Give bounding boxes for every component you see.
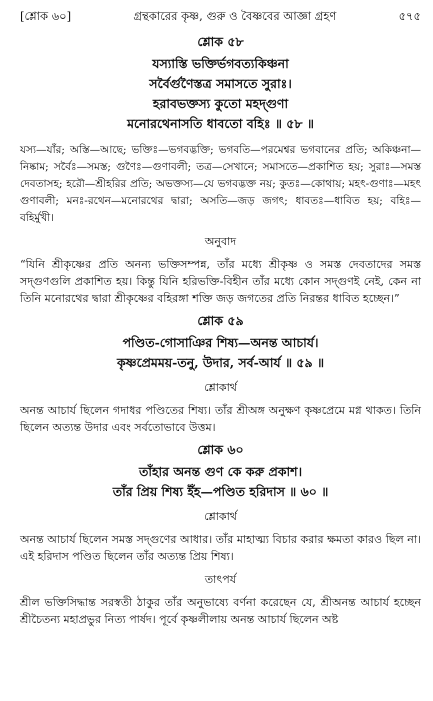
verse-59-text: [20, 333, 421, 373]
verse-line: যস্যাস্তি ভক্তির্ভগবত্যকিঞ্চনা: [152, 56, 289, 71]
verse-58-translation: “যিনি শ্রীকৃষ্ণের প্রতি অনন্য ভক্তিসম্পন্ন, তাঁর মধ্যে শ্রীকৃষ্ণ ও সমস্ত দেবতাদের সমস্ত সদ্গুণগুলি প্রকাশিত হয়। কিন্তু যিনি হরিভক্তি-বিহীন তাঁর মধ্যে কোন সদ্গুণই নেই, কেন না তিনি মনোরথের দ্বারা শ্রীকৃষ্ণের বহিরঙ্গা শক্তি জড় জগতের প্রতি নিরন্তর ধাবিত হচ্ছেন।”: [20, 258, 421, 305]
verse-60-purport: শ্রীল ভক্তিসিদ্ধান্ত সরস্বতী ঠাকুর তাঁর অনুভাষ্যে বর্ণনা করেছেন যে, শ্রীঅনন্ত আচার্য হচ্ছেন শ্রীচৈতন্য মহাপ্রভুর নিত্য পার্ষদ। পূর্বে কৃষ্ণলীলায় অনন্ত আচার্য ছিলেন অষ্ট: [20, 596, 421, 626]
verse-line: মনোরথেনাসতি ধাবতো বহিঃ ॥ ৫৮ ॥: [127, 116, 314, 131]
verse-59-label: শ্লোক ৫৯: [197, 313, 244, 328]
verse-58-synonyms: যস্য—যাঁর; অস্তি—আছে; ভক্তিঃ—ভগবদ্ভক্তি; ভগবতি—পরমেশ্বর ভগবানের প্রতি; অকিঞ্চনা—নিষ্কাম; সর্বৈঃ—সমস্ত; গুণৈঃ—গুণাবলী; তত্র—সেখানে; সমাসতে—প্রকাশিত হয়; সুরাঃ—সমস্ত দেবতাসহ; হরৌ—শ্রীহরির প্রতি; অভক্তস্য—যে ভগবদ্ভক্ত নয়; কুতঃ—কোথায়; মহৎ-গুণাঃ—মহৎ গুণাবলী; মনঃ-রথেন—মনোরথের দ্বারা; অসতি—জড় জগৎ; ধাবতঃ—ধাবিত হয়; বহিঃ—বহির্মুখী।: [20, 144, 421, 224]
purport-label: তাৎপর্য: [204, 573, 237, 586]
translation-label: শ্লোকার্থ: [204, 510, 237, 523]
verse-line: সর্বৈর্গুণৈস্তত্র সমাসতে সুরাঃ।: [149, 76, 292, 91]
verse-58-text: [20, 54, 421, 134]
verse-60-label: শ্লোক ৬০: [197, 442, 244, 457]
verse-line: কৃষ্ণপ্রেমময়-তনু, উদার, সর্ব-আর্য ॥ ৫৯ ॥: [116, 355, 325, 370]
verse-line: তাঁর প্রিয় শিষ্য ইঁহ—পণ্ডিত হরিদাস ॥ ৬০ ॥: [112, 484, 329, 499]
verse-59-translation: অনন্ত আচার্য ছিলেন গদাধর পণ্ডিতের শিষ্য। তাঁর শ্রীঅঙ্গ অনুক্ষণ কৃষ্ণপ্রেমে মগ্ন থাকত। তিনি ছিলেন অত্যন্ত উদার এবং সর্বতোভাবে উত্তম।: [20, 404, 421, 434]
verse-line: হরাবভক্তস্য কুতো মহদ্গুণা: [152, 96, 289, 111]
header-verse-ref: [শ্লোক ৬০]: [20, 9, 72, 23]
header-chapter-title: গ্রন্থকারের কৃষ্ণ, গুরু ও বৈষ্ণবের আজ্ঞা গ্রহণ: [133, 9, 337, 23]
running-header: [20, 8, 421, 28]
page-number: ৫৭৫: [398, 9, 421, 23]
verse-line: তাঁহার অনন্ত গুণ কে করু প্রকাশ।: [138, 464, 303, 479]
verse-60-translation: অনন্ত আচার্য ছিলেন সমস্ত সদ্গুণের আধার। তাঁর মাহাত্ম্য বিচার করার ক্ষমতা কারও ছিল না। এই হরিদাস পণ্ডিত ছিলেন তাঁর অত্যন্ত প্রিয় শিষ্য।: [20, 533, 421, 563]
translation-label: শ্লোকার্থ: [204, 381, 237, 394]
verse-58-label: শ্লোক ৫৮: [197, 34, 244, 49]
translation-label: অনুবাদ: [204, 235, 237, 248]
verse-60-text: [20, 462, 421, 502]
verse-line: পণ্ডিত-গোসাঞির শিষ্য—অনন্ত আচার্য।: [122, 335, 319, 350]
